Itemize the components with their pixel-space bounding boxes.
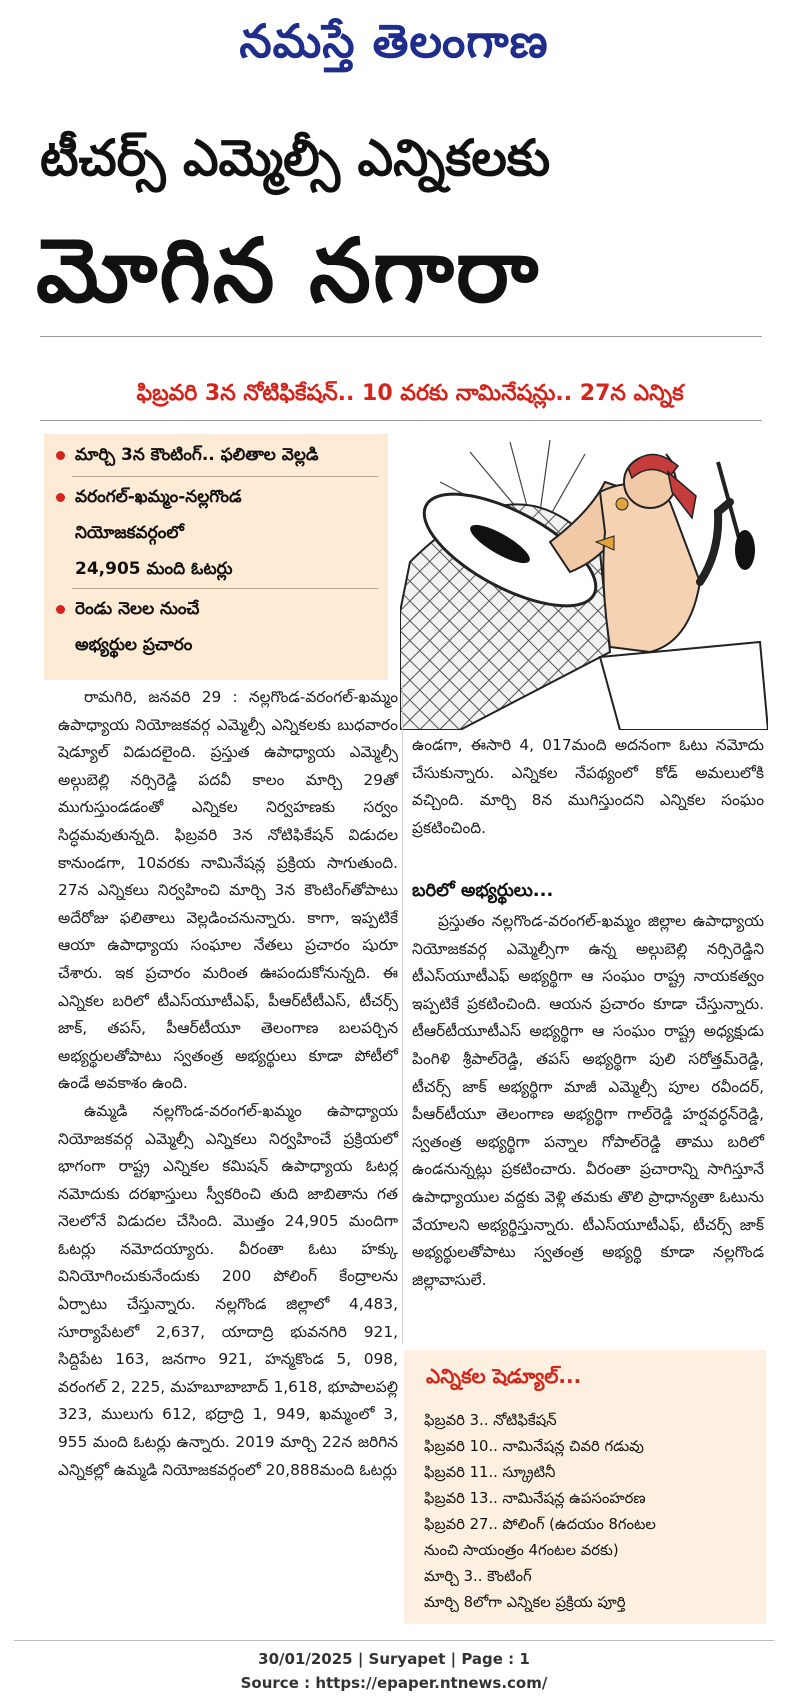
- article-column-2: [412, 732, 764, 842]
- article-paragraph: ఉమ్మడి నల్లగొండ-వరంగల్-ఖమ్మం ఉపాధ్యాయ నియోజకవర్గ ఎమ్మెల్సీ ఎన్నికలు నిర్వహించే ప్రక్రియలో భాగంగా రాష్ట్ర ఎన్నికల కమిషన్ ఉపాధ్యాయ ఓటర్ల నమోదుకు దరఖాస్తులు స్వీకరించి తుది జాబితాను గత నెలలోనే విడుదల చేసింది. మొత్తం 24,905 మందిగా ఓటర్లు నమోదయ్యారు. వీరంతా ఓటు హక్కు వినియోగించుకునేందుకు 200 పోలింగ్ కేంద్రాలను ఏర్పాటు చేస్తున్నారు. నల్లగొండ జిల్లాలో 4,483, సూర్యాపేటలో 2,637, యాదాద్రి భువనగిరి 921, సిద్దిపేట 163, జనగాం 921, హన్మకొండ 5, 098, వరంగల్ 2, 225, మహబూబాబాద్ 1,618, భూపాలపల్లి 323, ములుగు 612, భద్రాద్రి 1, 949, ఖమ్మంలో 3, 955 మంది ఓటర్లు ఉన్నారు. 2019 మార్చి 22న జరిగిన ఎన్నికల్లో ఉమ్మడి నియోజకవర్గంలో 20,888మంది ఓటర్లు: [58, 1101, 398, 1479]
- schedule-item: నుంచి సాయంత్రం 4గంటల వరకు): [424, 1542, 619, 1559]
- schedule-item: మార్చి 8లోగా ఎన్నికల ప్రక్రియ పూర్తి: [424, 1594, 626, 1611]
- footer-source-link[interactable]: Source : https://epaper.ntnews.com/: [240, 1674, 548, 1692]
- schedule-item: ఫిబ్రవరి 13.. నామినేషన్ల ఉపసంహరణ: [424, 1490, 646, 1507]
- bullet-icon: [56, 451, 65, 460]
- bullet-icon: [56, 493, 65, 502]
- highlights-box: [44, 434, 388, 680]
- divider: [72, 588, 378, 589]
- divider: [72, 476, 378, 477]
- highlight-item-cont: నియోజకవర్గంలో: [75, 523, 184, 543]
- masthead-logo: నమస్తే తెలంగాణ: [239, 14, 549, 68]
- article-paragraph: ప్రస్తుతం నల్లగొండ-వరంగల్-ఖమ్మం జిల్లాల ఉపాధ్యాయ నియోజకవర్గ ఎమ్మెల్సీగా ఉన్న అల్గుబెల్లి నర్సిరెడ్డిని టీఎస్‌యూటీఎఫ్ అభ్యర్థిగా ఆ సంఘం రాష్ట్ర నాయకత్వం ఇప్పటికే ప్రకటించింది. ఆయన ప్రచారం కూడా చేస్తున్నారు. టీఆర్‌టీయూటీఎస్ అభ్యర్థిగా ఆ సంఘం రాష్ట్ర అధ్యక్షుడు పింగిళి శ్రీపాల్‌రెడ్డి, తపస్ అభ్యర్థిగా పులి సరోత్తమ్‌రెడ్డి, టీచర్స్ జాక్ అభ్యర్థిగా మాజీ ఎమ్మెల్సీ పూల రవీందర్, పీఆర్‌టీయూ తెలంగాణ అభ్యర్థిగా గాల్‌రెడ్డి హర్షవర్ధన్‌రెడ్డి, స్వతంత్ర అభ్యర్థిగా పన్నాల గోపాల్‌రెడ్డి తాము బరిలో ఉండనున్నట్లు ప్రకటించారు. వీరంతా ప్రచారాన్ని సాగిస్తూనే ఉపాధ్యాయుల వద్దకు వెళ్లి తమకు తొలి ప్రాధాన్యతా ఓటును వేయాలని అభ్యర్థిస్తున్నారు. టీఎస్‌యూటీఎఫ్, టీచర్స్ జాక్ అభ్యర్థులతోపాటు స్వతంత్ర అభ్యర్థి కూడా నల్లగొండ జిల్లావాసులే.: [412, 912, 764, 1289]
- schedule-box: [404, 1350, 766, 1624]
- divider: [40, 420, 762, 421]
- article-column-3: [412, 908, 764, 1294]
- article-paragraph: రామగిరి, జనవరి 29 : నల్లగొండ-వరంగల్-ఖమ్మం ఉపాధ్యాయ నియోజకవర్గ ఎమ్మెల్సీ ఎన్నికలకు బుధవారం షెడ్యూల్ విడుదలైంది. ప్రస్తుత ఉపాధ్యాయ ఎమ్మెల్సీ అల్గుబెల్లి నర్సిరెడ్డి పదవీ కాలం మార్చి 29తో ముగుస్తుండడంతో ఎన్నికల నిర్వహణకు సర్వం సిద్ధమవుతున్నది. ఫిబ్రవరి 3న నోటిఫికేషన్ విడుదల కానుండగా, 10వరకు నామినేషన్ల ప్రక్రియ సాగుతుంది. 27న ఎన్నికలు నిర్వహించి మార్చి 3న కౌంటింగ్‌తోపాటు అదేరోజు ఫలితాలు వెల్లడించనున్నారు. కాగా, ఇప్పటికే ఆయా ఉపాధ్యాయ సంఘాల నేతలు ప్రచారం షురూ చేశారు. ఇక ప్రచారం మరింత ఊపందుకోనున్నది. ఈ ఎన్నికల బరిలో టీఎస్‌యూటీఎఫ్, పీఆర్‌టీటీఎస్, టీచర్స్ జాక్, తపస్, పీఆర్‌టీయూ తెలంగాణ బలపర్చిన అభ్యర్థులతోపాటు స్వతంత్ర అభ్యర్థులు కూడా పోటీలో ఉండే అవకాశం ఉంది.: [58, 688, 398, 1093]
- highlight-item-cont: అభ్యర్థుల ప్రచారం: [75, 635, 193, 655]
- highlight-item: వరంగల్-ఖమ్మం-నల్లగొండ: [56, 482, 242, 512]
- footer-date-edition: 30/01/2025 | Suryapet | Page : 1: [258, 1650, 530, 1668]
- schedule-item: మార్చి 3.. కౌంటింగ్: [424, 1568, 532, 1585]
- section-heading: బరిలో అభ్యర్థులు...: [412, 880, 554, 901]
- schedule-item: ఫిబ్రవరి 27.. పోలింగ్ (ఉదయం 8గంటల: [424, 1516, 656, 1533]
- drummer-nagara-illustration: [400, 432, 768, 730]
- bullet-icon: [56, 605, 65, 614]
- highlight-item: మార్చి 3న కౌంటింగ్.. ఫలితాల వెల్లడి: [56, 440, 319, 470]
- highlight-item-cont: 24,905 మంది ఓటర్లు: [75, 559, 233, 579]
- column-divider: [402, 684, 403, 1344]
- article-column-1: [58, 684, 398, 1484]
- article-paragraph: ఉండగా, ఈసారి 4, 017మంది అదనంగా ఓటు నమోదు చేసుకున్నారు. ఎన్నికల నేపథ్యంలో కోడ్ అమలులోకి వచ్చింది. మార్చి 8న ముగిస్తుందని ఎన్నికల సంఘం ప్రకటించింది.: [412, 736, 764, 837]
- highlight-item: రెండు నెలల నుంచే: [56, 594, 199, 624]
- subheadline: ఫిబ్రవరి 3న నోటిఫికేషన్.. 10 వరకు నామినేషన్లు.. 27న ఎన్నిక: [136, 381, 684, 406]
- headline-line-1: టీచర్స్ ఎమ్మెల్సీ ఎన్నికలకు: [40, 129, 551, 187]
- schedule-title: ఎన్నికల షెడ్యూల్...: [426, 1364, 582, 1388]
- divider: [40, 336, 762, 337]
- footer-divider: [14, 1640, 774, 1641]
- headline-line-2: మోగిన నగారా: [36, 219, 541, 322]
- schedule-item: ఫిబ్రవరి 10.. నామినేషన్ల చివరి గడువు: [424, 1438, 644, 1455]
- schedule-item: ఫిబ్రవరి 11.. స్క్రూటినీ: [424, 1464, 556, 1481]
- schedule-item: ఫిబ్రవరి 3.. నోటిఫికేషన్: [424, 1412, 557, 1429]
